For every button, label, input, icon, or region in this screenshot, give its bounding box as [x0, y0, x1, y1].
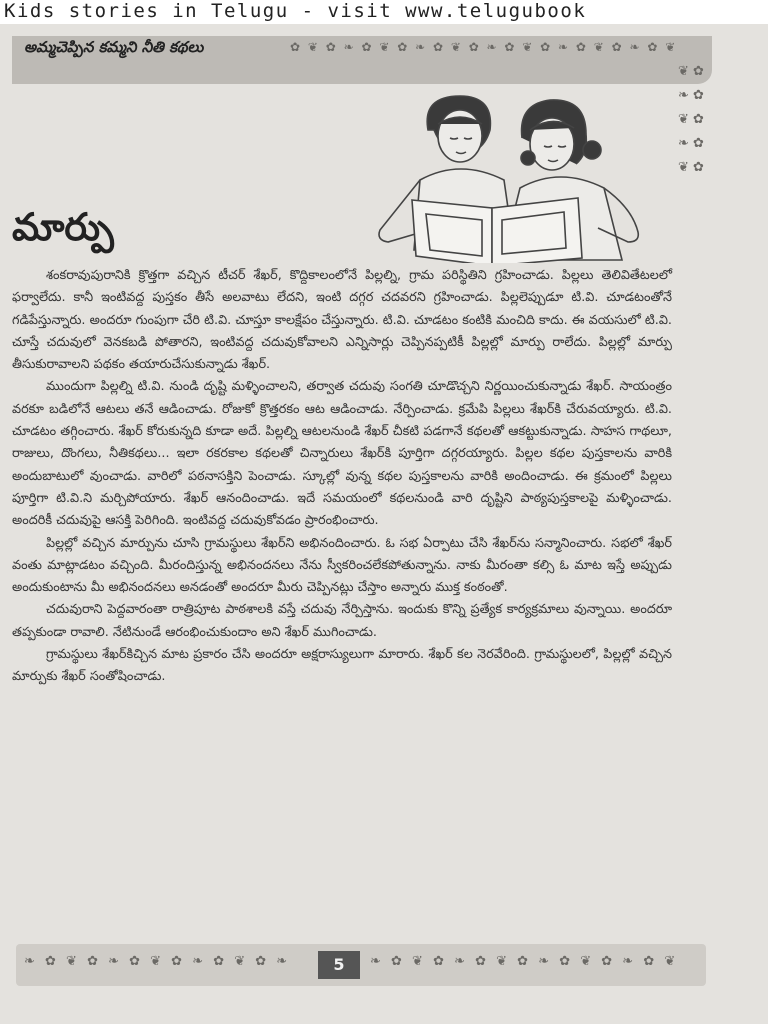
footer-ornament-left: ❧ ✿ ❦ ✿ ❧ ✿ ❦ ✿ ❧ ✿ ❦ ✿ ❧: [24, 954, 291, 969]
story-body: [12, 265, 672, 689]
story-paragraph: శంకరావుపురానికి క్రొత్తగా వచ్చిన టీచర్ శేఖర్, కొద్దికాలంలోనే పిల్లల్ని, గ్రామ పరిస్థితిని గ్రహించాడు. పిల్లలు తెలివితేటలలో ఫర్వాలేదు. కానీ ఇంటివద్ద పుస్తకం తీసే అలవాటు లేదని, ఇంటి దగ్గర చదవరని గ్రహించాడు. పిల్లలెప్పుడూ టి.వి. చూడటంతోనే గడిపేస్తున్నారు. అందరూ గుంపుగా చేరి టి.వి. చూస్తూ కాలక్షేపం చేస్తున్నారు. టి.వి. చూడటం కంటికి మంచిది కాదు. ఈ వయసులో టి.వి. చూస్తే చదువులో వెనకబడి పోతారని, ఇంటివద్ద చదువుకోవాలని ఎన్నిసార్లు చెప్పినప్పటికీ పిల్లల్లో మార్పు రాలేదు. పిల్లల్లో మార్పు తీసుకురావాలని పథకం తయారుచేసుకున్నాడు శేఖర్.: [12, 268, 672, 373]
story-paragraph: గ్రామస్థులు శేఖర్‌కిచ్చిన మాట ప్రకారం చేసి అందరూ అక్షరాస్యులుగా మారారు. శేఖర్ కల నెరవేరింది. గ్రామస్థులలో, పిల్లల్లో వచ్చిన మార్పుకు శేఖర్ సంతోషించాడు.: [12, 647, 672, 685]
side-ornament: ❦ ✿ ❧ ✿ ❦ ✿ ❧ ✿ ❦ ✿: [678, 64, 704, 175]
story-paragraph: చదువురాని పెద్దవారంతా రాత్రిపూట పాఠశాలకి వస్తే చదువు నేర్పిస్తాను. ఇందుకు కొన్ని ప్రత్యేక కార్యక్రమాలు వున్నాయి. అందరూ తప్పకుండా రావాలి. నేటినుండే ఆరంభించుకుందాం అని శేఖర్ ముగించాడు.: [12, 602, 672, 640]
book-series-title: అమ్మచెప్పిన కమ్మని నీతి కథలు: [24, 38, 204, 56]
story-paragraph: పిల్లల్లో వచ్చిన మార్పును చూసి గ్రామస్థులు శేఖర్‌ని అభినందించారు. ఓ సభ ఏర్పాటు చేసి శేఖర్‌ను సన్మానించారు. సభలో శేఖర్ వంతు మాట్లాడటం వచ్చింది. మీరందిస్తున్న అభినందనలు నేను స్వీకరించలేకపోతున్నాను. నాకు మీరంతా కల్సి ఓ మాట ఇస్తే అప్పుడు అందుకుంటాను మీ అభినందనలు అనడంతో అందరూ మీరు చెప్పినట్లు చేస్తాం అన్నారు ముక్త కంఠంతో.: [12, 535, 672, 596]
page-number: 5: [318, 951, 360, 979]
footer-ornament-right: ❧ ✿ ❦ ✿ ❧ ✿ ❦ ✿ ❧ ✿ ❦ ✿ ❧ ✿ ❦: [370, 954, 679, 969]
url-banner: Kids stories in Telugu - visit www.telugubook: [0, 0, 768, 24]
story-paragraph: ముందుగా పిల్లల్ని టి.వి. నుండి దృష్టి మళ్ళించాలని, తర్వాత చదువు సంగతి చూడొచ్చని నిర్ణయించుకున్నాడు శేఖర్. సాయంత్రం వరకూ బడిలోనే ఆటలు తనే ఆడించాడు. రోజుకో క్రొత్తరకం ఆట ఆడించాడు. నేర్పించాడు. క్రమేపి పిల్లలు శేఖర్‌కి చేరువయ్యారు. టి.వి. చూడటం తగ్గించారు. శేఖర్ కోరుకున్నది కూడా అదే. పిల్లల్ని ఆటలనుండి శేఖర్ చీకటి పడగానే కథలతో ఆకట్టుకున్నాడు. సాహస గాథలూ, రాజులు, దొంగలు, నీతికథలు... ఇలా రకరకాల కథలతో చిన్నారులు శేఖర్‌కి పూర్తిగా దగ్గరయ్యారు. పిల్లల కథల పుస్తకాలను వారికి అందుబాటులో వుంచాడు. వారిలో పఠనాసక్తిని పెంచాడు. స్కూల్లో వున్న కథల పుస్తకాలను వారికి అందించాడు. ఈ క్రమంలో పిల్లలు పూర్తిగా టి.వి.ని మర్చిపోయారు. శేఖర్ ఆనందించాడు. ఇదే సమయంలో కథలనుండి వారి దృష్టిని పాఠ్యపుస్తకాలపై మళ్ళించాడు. అందరికీ చదువుపై ఆసక్తి పెరిగింది. ఇంటివద్ద చదువుకోవడం ప్రారంభించారు.: [12, 379, 672, 529]
children-reading-book-icon: [350, 88, 650, 263]
story-title: మార్పు: [12, 205, 114, 249]
header-ornament: ✿ ❦ ✿ ❧ ✿ ❦ ✿ ❧ ✿ ❦ ✿ ❧ ✿ ❦ ✿ ❧ ✿ ❦ ✿ ❧ ✿ ❦: [290, 40, 678, 54]
